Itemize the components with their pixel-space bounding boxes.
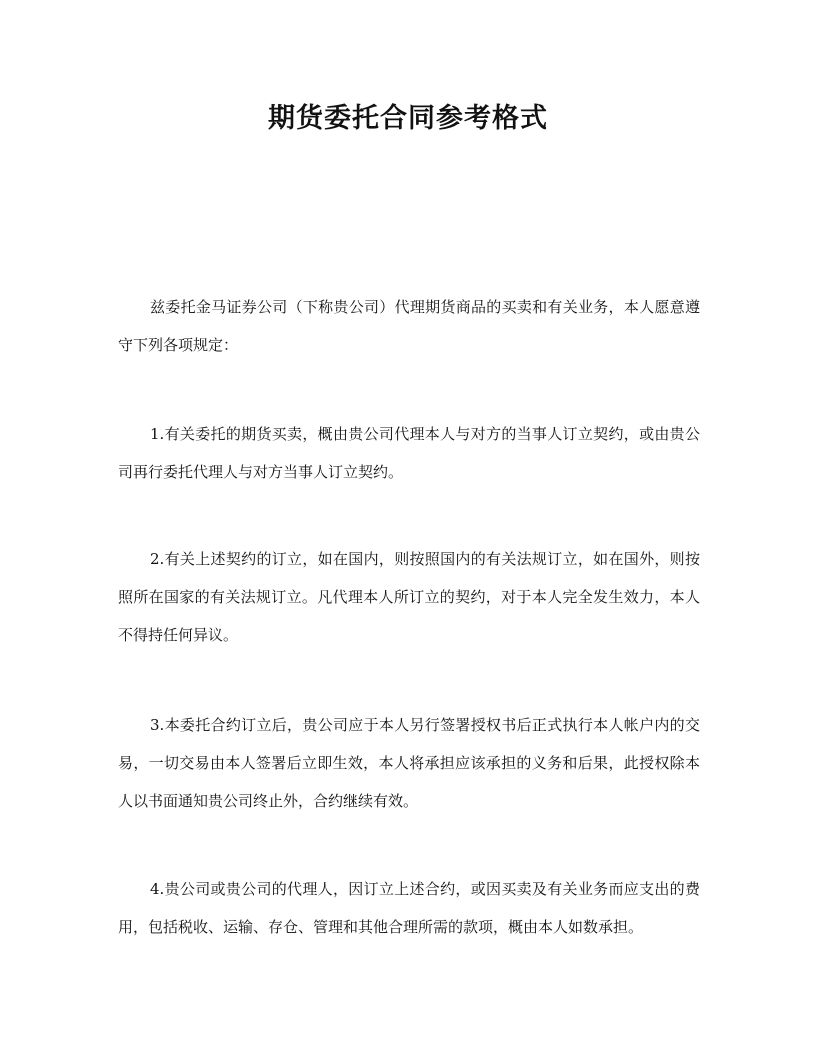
clause-3-paragraph: 3.本委托合约订立后，贵公司应于本人另行签署授权书后正式执行本人帐户内的交易，一切交易由本人签署后立即生效，本人将承担应该承担的义务和后果，此授权除本人以书面通知贵公司终止外，合约继续有效。 (118, 716, 700, 810)
clause-1-paragraph: 1.有关委托的期货买卖，概由贵公司代理本人与对方的当事人订立契约，或由贵公司再行委托代理人与对方当事人订立契约。 (118, 425, 700, 481)
clause-4-paragraph: 4.贵公司或贵公司的代理人，因订立上述合约，或因买卖及有关业务而应支出的费用，包括税收、运输、存仓、管理和其他合理所需的款项，概由本人如数承担。 (118, 880, 700, 936)
intro-paragraph: 兹委托金马证券公司（下称贵公司）代理期货商品的买卖和有关业务，本人愿意遵守下列各项规定： (118, 298, 700, 354)
clause-2-paragraph: 2.有关上述契约的订立，如在国内，则按照国内的有关法规订立，如在国外，则按照所在国家的有关法规订立。凡代理本人所订立的契约，对于本人完全发生效力，本人不得持任何异议。 (118, 550, 700, 644)
document-title: 期货委托合同参考格式 (268, 103, 548, 134)
